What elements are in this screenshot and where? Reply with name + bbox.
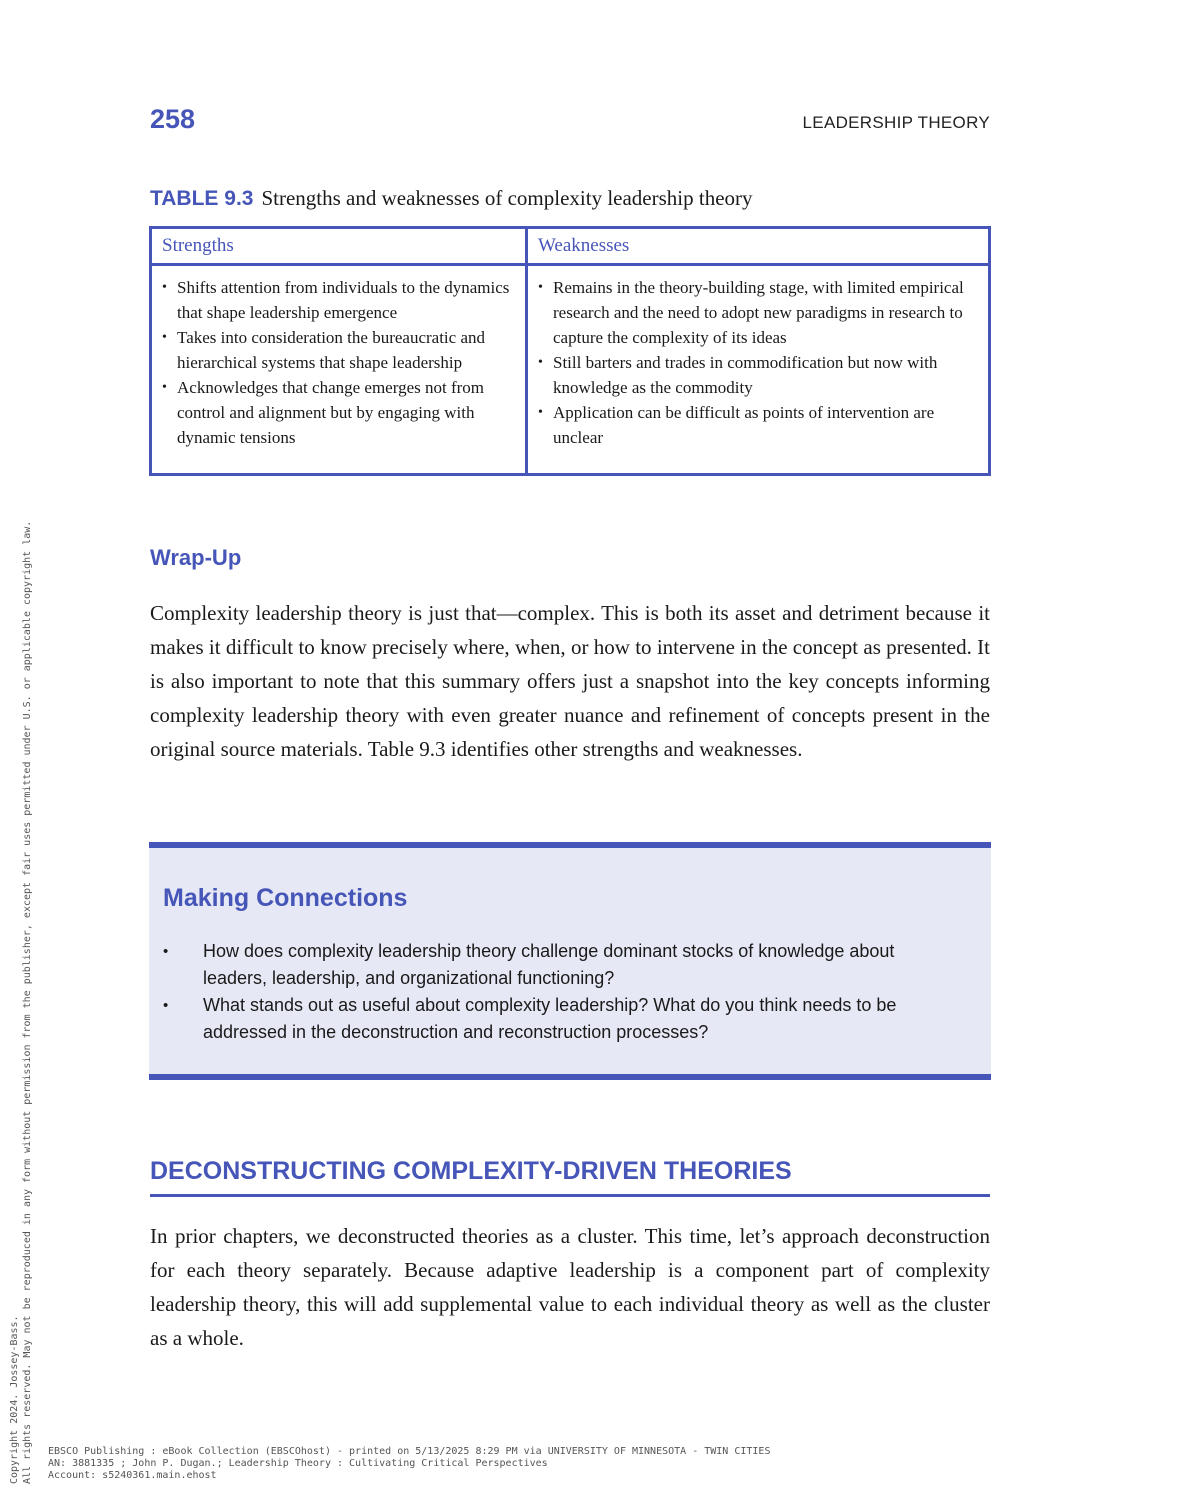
strength-item: • Shifts attention from individuals to the dynamics that shape leadership emergence xyxy=(162,275,517,325)
strengths-cell xyxy=(152,266,528,473)
rights-line: All rights reserved. May not be reproduced in any form without permission from the publisher, except fair uses permitted under U.S. or applicable copyright law. xyxy=(22,520,33,1484)
connections-question: • What stands out as useful about complexity leadership? What do you think needs to be addressed in the deconstruction and reconstruction processes? xyxy=(163,992,963,1046)
weaknesses-cell xyxy=(528,266,988,473)
wrapup-paragraph: Complexity leadership theory is just that—complex. This is both its asset and detriment because it makes it difficult to know precisely where, when, or how to intervene in the concept as presented. It is also important to note that this summary offers just a snapshot into the key concepts informing complexity leadership theory with even greater nuance and refinement of concepts present in the original source materials. Table 9.3 identifies other strengths and weaknesses. xyxy=(150,601,990,761)
weakness-item: • Application can be difficult as points of intervention are unclear xyxy=(538,400,980,450)
making-connections-list xyxy=(163,938,963,1046)
weakness-item: • Still barters and trades in commodification but now with knowledge as the commodity xyxy=(538,350,980,400)
strengths-weaknesses-table xyxy=(149,226,991,476)
table-caption xyxy=(150,186,753,211)
ebsco-footer xyxy=(48,1446,770,1482)
footer-line-account: Account: s5240361.main.ehost xyxy=(48,1470,217,1481)
footer-line-citation: AN: 3881335 ; John P. Dugan.; Leadership Theory : Cultivating Critical Perspectives xyxy=(48,1458,548,1469)
connections-question: • How does complexity leadership theory challenge dominant stocks of knowledge about leaders, leadership, and organizational functioning? xyxy=(163,938,963,992)
deconstructing-paragraph: In prior chapters, we deconstructed theories as a cluster. This time, let’s approach deconstruction for each theory separately. Because adaptive leadership is a component part of complexity leadership theory, this will add supplemental value to each individual theory as well as the cluster as a whole. xyxy=(150,1224,990,1350)
weaknesses-header: Weaknesses xyxy=(528,229,988,266)
table-caption-text: Strengths and weaknesses of complexity leadership theory xyxy=(261,186,753,210)
strengths-list xyxy=(152,266,525,450)
deconstructing-heading: DECONSTRUCTING COMPLEXITY-DRIVEN THEORIES xyxy=(150,1157,990,1197)
copyright-line: Copyright 2024. Jossey-Bass. xyxy=(9,1315,20,1484)
page-number: 258 xyxy=(150,104,196,134)
making-connections-heading: Making Connections xyxy=(163,884,408,912)
copyright-side-note xyxy=(8,521,34,1484)
footer-line-print: EBSCO Publishing : eBook Collection (EBSCOhost) - printed on 5/13/2025 8:29 PM via UNIVERSITY OF MINNESOTA - TWIN CITIES xyxy=(48,1446,771,1457)
strength-item: • Acknowledges that change emerges not from control and alignment but by engaging with dynamic tensions xyxy=(162,375,517,450)
weakness-item: • Remains in the theory-building stage, with limited empirical research and the need to adopt new paradigms in research to capture the complexity of its ideas xyxy=(538,275,980,350)
strength-item: • Takes into consideration the bureaucratic and hierarchical systems that shape leadership xyxy=(162,325,517,375)
wrapup-heading: Wrap-Up xyxy=(150,545,242,570)
table-label: TABLE 9.3 xyxy=(150,187,254,210)
strengths-header: Strengths xyxy=(152,229,528,266)
weaknesses-list xyxy=(528,266,988,450)
running-head: LEADERSHIP THEORY xyxy=(802,113,990,132)
making-connections-box xyxy=(149,842,991,1080)
